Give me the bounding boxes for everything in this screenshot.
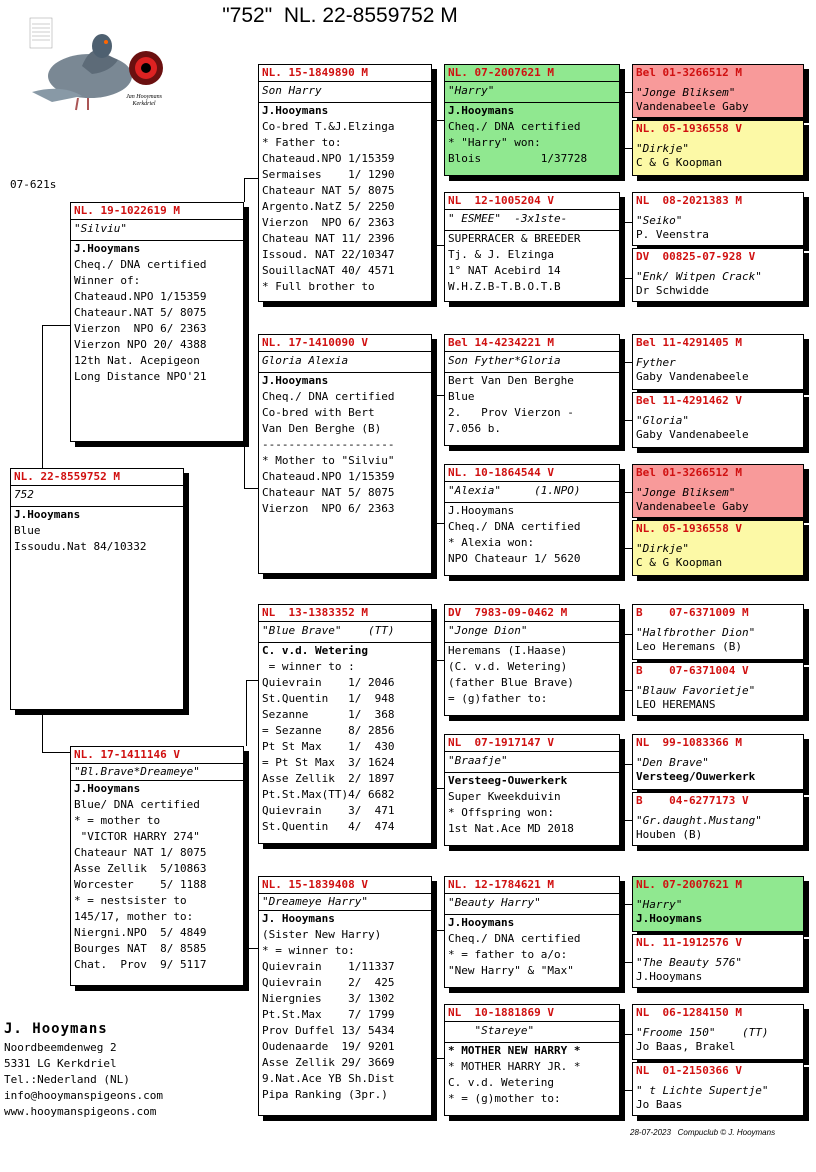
pedigree-box-g4-16 <box>632 1062 804 1116</box>
breeder: Heremans (I.Haase) <box>448 644 568 657</box>
pigeon-name: 752 <box>11 485 183 507</box>
pedigree-box-g3-5 <box>444 604 620 716</box>
breeder: J.Hooymans <box>14 508 81 521</box>
breeder: Houben (B) <box>636 828 703 841</box>
info-line: Asse Zellik 5/10863 <box>74 862 207 875</box>
pigeon-name: Gloria Alexia <box>259 351 431 373</box>
pedigree-box-g4-5 <box>632 334 804 390</box>
ring-number: NL. 07-2007621 M <box>636 878 742 891</box>
pigeon-name: "Jonge Dion" <box>445 621 619 643</box>
pigeon-name: "Alexia" (1.NPO) <box>445 481 619 503</box>
pigeon-name: " t Lichte Supertje" <box>636 1084 769 1097</box>
pigeon-name: "Seiko" <box>636 214 683 227</box>
pedigree-box-gm-maternal <box>258 876 432 1116</box>
ring-number: B 07-6371004 V <box>636 664 749 677</box>
info-line: * Offspring won: <box>448 806 554 819</box>
breeder: Bert Van Den Berghe <box>448 374 574 387</box>
info-line: Vierzon NPO 6/ 2363 <box>74 322 207 335</box>
pedigree-box-mother <box>70 746 244 986</box>
pedigree-box-g3-3 <box>444 334 620 446</box>
breeder: Jo Baas <box>636 1098 683 1111</box>
info-line: Vierzon NPO 20/ 4388 <box>74 338 207 351</box>
info-line: Vierzon NPO 6/ 2363 <box>262 502 395 515</box>
info-line: Worcester 5/ 1188 <box>74 878 207 891</box>
info-line: (Sister New Harry) <box>262 928 382 941</box>
info-line: Chateau NAT 11/ 2396 <box>262 232 395 245</box>
pigeon-name: "Halfbrother Dion" <box>636 626 756 639</box>
info-line: * = (g)mother to: <box>448 1092 561 1105</box>
info-line: St.Quentin 1/ 948 <box>262 692 395 705</box>
info-line: Chateaur NAT 1/ 8075 <box>74 846 207 859</box>
ring-number: NL 07-1917147 V <box>448 736 554 749</box>
info-line: Asse Zellik 2/ 1897 <box>262 772 395 785</box>
pigeon-name: "Beauty Harry" <box>445 893 619 915</box>
info-line: Blois 1/37728 <box>448 152 588 165</box>
pigeon-name: " ESMEE" -3x1ste- <box>445 209 619 231</box>
info-line: Pt St Max 1/ 430 <box>262 740 395 753</box>
info-line: Chateaud.NPO 1/15359 <box>74 290 207 303</box>
info-line: Oudenaarde 19/ 9201 <box>262 1040 395 1053</box>
owner-name: J. Hooymans <box>4 1021 108 1037</box>
pedigree-box-g4-9 <box>632 604 804 660</box>
ring-number: NL. 17-1411146 V <box>74 748 180 761</box>
info-line: Co-bred T.&J.Elzinga <box>262 120 395 133</box>
ring-number: B 07-6371009 M <box>636 606 749 619</box>
info-line: Niergni.NPO 5/ 4849 <box>74 926 207 939</box>
breeder: Gaby Vandenabeele <box>636 428 749 441</box>
info-line: Quievrain 1/11337 <box>262 960 395 973</box>
owner-contact <box>4 1018 163 1120</box>
info-line: C. v.d. Wetering <box>448 1076 554 1089</box>
breeder: J.Hooymans <box>448 504 515 517</box>
info-line: * = nestsister to <box>74 894 187 907</box>
pigeon-name: "Jonge Bliksem" <box>636 86 736 99</box>
pigeon-name: "Silviu" <box>71 219 243 241</box>
info-line: Van Den Berghe (B) <box>262 422 382 435</box>
pigeon-name: "Dirkje" <box>636 142 689 155</box>
info-line: W.H.Z.B-T.B.O.T.B <box>448 280 561 293</box>
breeder: J.Hooymans <box>262 374 329 387</box>
owner-email: info@hooymanspigeons.com <box>4 1089 163 1102</box>
pigeon-name: Son Fyther*Gloria <box>445 351 619 373</box>
breeder: J.Hooymans <box>636 912 703 925</box>
info-line: 1° NAT Acebird 14 <box>448 264 561 277</box>
info-line: "New Harry" & "Max" <box>448 964 574 977</box>
pedigree-box-g4-13 <box>632 876 804 932</box>
info-line: Super Kweekduivin <box>448 790 561 803</box>
info-line: 145/17, mother to: <box>74 910 194 923</box>
info-line: * Father to: <box>262 136 342 149</box>
info-line: * Mother to "Silviu" <box>262 454 395 467</box>
info-line: * = mother to <box>74 814 161 827</box>
ring-number: NL. 05-1936558 V <box>636 522 742 535</box>
ring-number: NL 13-1383352 M <box>262 606 368 619</box>
pedigree-box-g4-11 <box>632 734 804 790</box>
pedigree-box-subject <box>10 468 184 710</box>
ring-number: NL. 22-8559752 M <box>14 470 120 483</box>
info-line: = Pt St Max 3/ 1624 <box>262 756 395 769</box>
ring-number: NL 12-1005204 V <box>448 194 554 207</box>
breeder: * MOTHER NEW HARRY * <box>448 1044 581 1057</box>
info-line: * = winner to: <box>262 944 355 957</box>
info-line: Cheq./ DNA certified <box>448 520 581 533</box>
pigeon-name: "The Beauty 576" <box>636 956 742 969</box>
pedigree-box-father <box>70 202 244 442</box>
breeder: Leo Heremans (B) <box>636 640 742 653</box>
info-line: Chateaur NAT 5/ 8075 <box>262 486 395 499</box>
info-line: 2. Prov Vierzon - <box>448 406 574 419</box>
owner-phone: Tel.:Nederland (NL) <box>4 1073 130 1086</box>
info-line: Cheq./ DNA certified <box>448 932 581 945</box>
breeder: Vandenabeele Gaby <box>636 100 749 113</box>
info-line: Cheq./ DNA certified <box>262 390 395 403</box>
breeder: J. Hooymans <box>262 912 335 925</box>
pigeon-name: "Blue Brave" (TT) <box>259 621 431 643</box>
pedigree-box-g4-4 <box>632 248 804 302</box>
info-line: * = father to a/o: <box>448 948 568 961</box>
info-line: Winner of: <box>74 274 141 287</box>
owner-website: www.hooymanspigeons.com <box>4 1105 157 1118</box>
info-line: Issoud. NAT 22/10347 <box>262 248 395 261</box>
info-line: Pt.St.Max(TT)4/ 6682 <box>262 788 395 801</box>
info-line: 9.Nat.Ace YB Sh.Dist <box>262 1072 395 1085</box>
logo-text: Jan Hooymans Kerkdriel <box>126 94 162 107</box>
ring-number: NL 01-2150366 V <box>636 1064 742 1077</box>
info-line: Cheq./ DNA certified <box>74 258 207 271</box>
breeder: J.Hooymans <box>448 916 515 929</box>
info-line: Asse Zellik 29/ 3669 <box>262 1056 395 1069</box>
ring-number: Bel 01-3266512 M <box>636 66 742 79</box>
pedigree-box-gf-paternal <box>258 64 432 302</box>
pigeon-name: "Enk/ Witpen Crack" <box>636 270 762 283</box>
pedigree-box-g3-1 <box>444 64 620 176</box>
pedigree-box-g4-15 <box>632 1004 804 1060</box>
ring-number: NL. 07-2007621 M <box>448 66 554 79</box>
pigeon-name: "Froome 150" (TT) <box>636 1026 769 1039</box>
page-title: "752" NL. 22-8559752 M <box>222 4 458 27</box>
pigeon-name: "Gr.daught.Mustang" <box>636 814 762 827</box>
pigeon-name: "Den Brave" <box>636 756 709 769</box>
ring-number: NL 06-1284150 M <box>636 1006 742 1019</box>
info-line: (C. v.d. Wetering) <box>448 660 568 673</box>
pedigree-box-g4-7 <box>632 464 804 518</box>
info-line: * "Harry" won: <box>448 136 541 149</box>
info-line: Co-bred with Bert <box>262 406 375 419</box>
breeder: C & G Koopman <box>636 156 723 169</box>
pedigree-box-g3-6 <box>444 734 620 846</box>
ring-number: NL. 11-1912576 V <box>636 936 742 949</box>
ring-number: Bel 14-4234221 M <box>448 336 554 349</box>
pedigree-box-g3-7 <box>444 876 620 988</box>
info-line: Tj. & J. Elzinga <box>448 248 554 261</box>
info-line: Bourges NAT 8/ 8585 <box>74 942 207 955</box>
info-line: Pt.St.Max 7/ 1799 <box>262 1008 395 1021</box>
ring-number: NL. 17-1410090 V <box>262 336 368 349</box>
pedigree-box-g3-8 <box>444 1004 620 1116</box>
breeder: J.Hooymans <box>262 104 329 117</box>
info-line: 12th Nat. Acepigeon <box>74 354 200 367</box>
info-line: 1st Nat.Ace MD 2018 <box>448 822 574 835</box>
info-line: Chateaur.NAT 5/ 8075 <box>74 306 207 319</box>
info-line: = winner to : <box>262 660 355 673</box>
ring-number: DV 00825-07-928 V <box>636 250 756 263</box>
ring-number: Bel 01-3266512 M <box>636 466 742 479</box>
pedigree-box-g4-12 <box>632 792 804 846</box>
breeder: Versteeg-Ouwerkerk <box>448 774 568 787</box>
info-line: Sezanne 1/ 368 <box>262 708 395 721</box>
breeder: Vandenabeele Gaby <box>636 500 749 513</box>
info-line: * Full brother to <box>262 280 375 293</box>
owner-address: Noordbeemdenweg 2 <box>4 1041 117 1054</box>
info-line: Chateaud.NPO 1/15359 <box>262 152 395 165</box>
info-line: St.Quentin 4/ 474 <box>262 820 395 833</box>
ring-number: NL. 05-1936558 V <box>636 122 742 135</box>
info-line: Chat. Prov 9/ 5117 <box>74 958 207 971</box>
info-line: Niergnies 3/ 1302 <box>262 992 395 1005</box>
pedigree-box-gf-maternal <box>258 604 432 844</box>
info-line: = Sezanne 8/ 2856 <box>262 724 395 737</box>
info-line: Pipa Ranking (3pr.) <box>262 1088 388 1101</box>
reference-code: 07-621s <box>10 178 57 191</box>
breeder: Gaby Vandenabeele <box>636 370 749 383</box>
pedigree-box-g4-8 <box>632 520 804 576</box>
breeder: J.Hooymans <box>74 782 141 795</box>
ring-number: NL. 12-1784621 M <box>448 878 554 891</box>
ring-number: B 04-6277173 V <box>636 794 749 807</box>
breeder: Jo Baas, Brakel <box>636 1040 736 1053</box>
pedigree-box-g3-2 <box>444 192 620 302</box>
breeder: J.Hooymans <box>74 242 141 255</box>
pigeon-name: "Harry" <box>445 81 619 103</box>
breeder: P. Veenstra <box>636 228 709 241</box>
breeder: LEO HEREMANS <box>636 698 716 711</box>
breeder: C. v.d. Wetering <box>262 644 368 657</box>
pedigree-box-g4-3 <box>632 192 804 246</box>
info-line: 7.056 b. <box>448 422 501 435</box>
ring-number: NL 10-1881869 V <box>448 1006 554 1019</box>
info-line: Quievrain 1/ 2046 <box>262 676 395 689</box>
info-line: Blue <box>14 524 41 537</box>
breeder: SUPERRACER & BREEDER <box>448 232 581 245</box>
pedigree-box-gm-paternal <box>258 334 432 574</box>
breeder: J.Hooymans <box>636 970 703 983</box>
ring-number: NL. 15-1839408 V <box>262 878 368 891</box>
pigeon-name: "Dreameye Harry" <box>259 893 431 911</box>
info-line: Quievrain 2/ 425 <box>262 976 395 989</box>
pedigree-box-g4-6 <box>632 392 804 448</box>
info-line: Issoudu.Nat 84/10332 <box>14 540 147 553</box>
ring-number: Bel 11-4291405 M <box>636 336 742 349</box>
info-line: * MOTHER HARRY JR. * <box>448 1060 581 1073</box>
info-line: Long Distance NPO'21 <box>74 370 207 383</box>
owner-postal: 5331 LG Kerkdriel <box>4 1057 117 1070</box>
pedigree-box-g4-2 <box>632 120 804 176</box>
ring-number: Bel 11-4291462 V <box>636 394 742 407</box>
info-line: Blue <box>448 390 475 403</box>
ring-number: DV 7983-09-0462 M <box>448 606 568 619</box>
breeder: Dr Schwidde <box>636 284 709 297</box>
info-line: "VICTOR HARRY 274" <box>74 830 200 843</box>
pigeon-name: "Braafje" <box>445 751 619 773</box>
footer-credit: 28-07-2023 Compuclub © J. Hooymans <box>630 1128 776 1137</box>
pigeon-name: Son Harry <box>259 81 431 103</box>
ring-number: NL. 19-1022619 M <box>74 204 180 217</box>
info-line: Cheq./ DNA certified <box>448 120 581 133</box>
breeder: J.Hooymans <box>448 104 515 117</box>
info-line: Sermaises 1/ 1290 <box>262 168 395 181</box>
info-line: Chateaur NAT 5/ 8075 <box>262 184 395 197</box>
pedigree-box-g3-4 <box>444 464 620 576</box>
pigeon-name: "Blauw Favorietje" <box>636 684 756 697</box>
ring-number: NL 08-2021383 M <box>636 194 742 207</box>
pigeon-name: "Gloria" <box>636 414 689 427</box>
pigeon-name: Fyther <box>636 356 676 369</box>
info-line: Vierzon NPO 6/ 2363 <box>262 216 395 229</box>
ring-number: NL. 10-1864544 V <box>448 466 554 479</box>
info-line: * Alexia won: <box>448 536 535 549</box>
pigeon-name: "Dirkje" <box>636 542 689 555</box>
pigeon-name: "Stareye" <box>445 1021 619 1043</box>
pedigree-box-g4-1 <box>632 64 804 118</box>
info-line: (father Blue Brave) <box>448 676 574 689</box>
info-line: -------------------- <box>262 438 395 451</box>
pedigree-box-g4-10 <box>632 662 804 716</box>
info-line: NPO Chateaur 1/ 5620 <box>448 552 581 565</box>
pigeon-name: "Harry" <box>636 898 683 911</box>
pedigree-box-g4-14 <box>632 934 804 988</box>
info-line: = (g)father to: <box>448 692 548 705</box>
pigeon-name: "Jonge Bliksem" <box>636 486 736 499</box>
breeder: C & G Koopman <box>636 556 723 569</box>
info-line: Quievrain 3/ 471 <box>262 804 395 817</box>
info-line: Prov Duffel 13/ 5434 <box>262 1024 395 1037</box>
logo <box>22 14 172 114</box>
ring-number: NL 99-1083366 M <box>636 736 742 749</box>
ring-number: NL. 15-1849890 M <box>262 66 368 79</box>
info-line: Argento.NatZ 5/ 2250 <box>262 200 395 213</box>
info-line: Blue/ DNA certified <box>74 798 200 811</box>
pigeon-name: "Bl.Brave*Dreameye" <box>71 763 243 781</box>
info-line: SouillacNAT 40/ 4571 <box>262 264 395 277</box>
info-line: Chateaud.NPO 1/15359 <box>262 470 395 483</box>
breeder: Versteeg/Ouwerkerk <box>636 770 756 783</box>
